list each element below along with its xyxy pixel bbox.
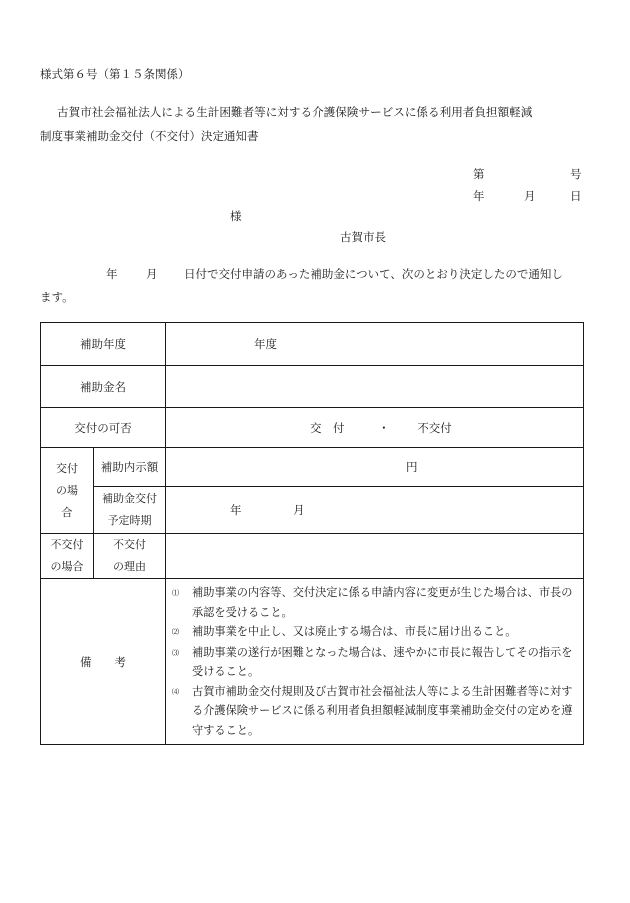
reference-number-suffix: 号 [570,167,582,181]
subsidy-year-field[interactable] [166,323,584,366]
grant-amount-field[interactable] [166,448,584,487]
grant-case-label: 交付の場合 [41,448,94,534]
body-text: 日付で交付申請のあった補助金について、次のとおり決定したので通知し [184,267,563,281]
body-month: 月 [146,267,158,281]
remark-item [172,682,577,741]
row-subsidy-year [41,323,584,366]
remark-number: ⑵ [172,628,179,636]
remark-number: ⑶ [172,648,179,657]
recipient-honorific: 様 [230,209,242,223]
document-title-line1: 古賀市社会福祉法人による生計困難者等に対する介護保険サービスに係る利用者負担額軽減 [57,105,533,119]
row-nongrant-reason [41,534,584,579]
grant-schedule-month: 月 [293,503,305,517]
document-title-line2: 制度事業補助金交付（不交付）決定通知書 [40,129,259,143]
grant-schedule-year: 年 [230,503,242,517]
remarks-label: 備 考 [41,579,166,745]
decision-table [40,322,584,745]
row-remarks [41,579,584,745]
subsidy-year-unit: 年度 [254,337,277,351]
remark-number: ⑴ [172,589,179,597]
row-subsidy-name [41,366,584,408]
date-day: 日 [570,189,582,203]
date-month: 月 [524,189,536,203]
nongrant-reason-field[interactable] [166,534,584,579]
grant-amount-unit: 円 [406,460,418,474]
grant-decision-field[interactable] [166,408,584,448]
grant-decision-label: 交付の可否 [41,408,166,448]
remark-item [172,583,577,622]
remark-text: 古賀市補助金交付規則及び古賀市社会福祉法人等による生計困難者等に対する介護保険サービスに係る利用者負担額軽減制度事業補助金交付の定めを遵守すること。 [192,684,573,737]
remark-item [172,622,577,643]
form-number: 様式第６号（第１５条関係） [40,67,190,81]
body-text-line2: ます。 [40,290,74,304]
row-grant-decision [41,408,584,448]
body-year: 年 [106,267,118,281]
subsidy-year-label: 補助年度 [41,323,166,366]
row-grant-amount [41,448,584,487]
subsidy-name-label: 補助金名 [41,366,166,408]
date-year: 年 [473,189,485,203]
row-grant-schedule [41,487,584,534]
reference-number-prefix: 第 [473,167,485,181]
grant-option-no[interactable]: 不交付 [417,420,452,435]
grant-schedule-label: 補助金交付予定時期 [94,487,166,534]
nongrant-reason-label: 不交付の理由 [94,534,166,579]
issuer-name: 古賀市長 [340,230,386,244]
grant-option-separator: ・ [378,420,390,435]
remark-text: 補助事業の内容等、交付決定に係る申請内容に変更が生じた場合は、市長の承認を受けること。 [192,586,573,619]
remark-text: 補助事業の遂行が困難となった場合は、速やかに市長に報告してその指示を受けること。 [192,645,573,678]
grant-amount-label: 補助内示額 [94,448,166,487]
remarks-list [166,579,584,745]
grant-schedule-field[interactable] [166,487,584,534]
remark-number: ⑷ [172,687,179,696]
nongrant-case-label: 不交付の場合 [41,534,94,579]
grant-option-yes[interactable]: 交 付 [310,420,345,435]
subsidy-name-field[interactable] [166,366,584,408]
remark-item [172,643,577,682]
remark-text: 補助事業を中止し、又は廃止する場合は、市長に届け出ること。 [192,625,517,638]
